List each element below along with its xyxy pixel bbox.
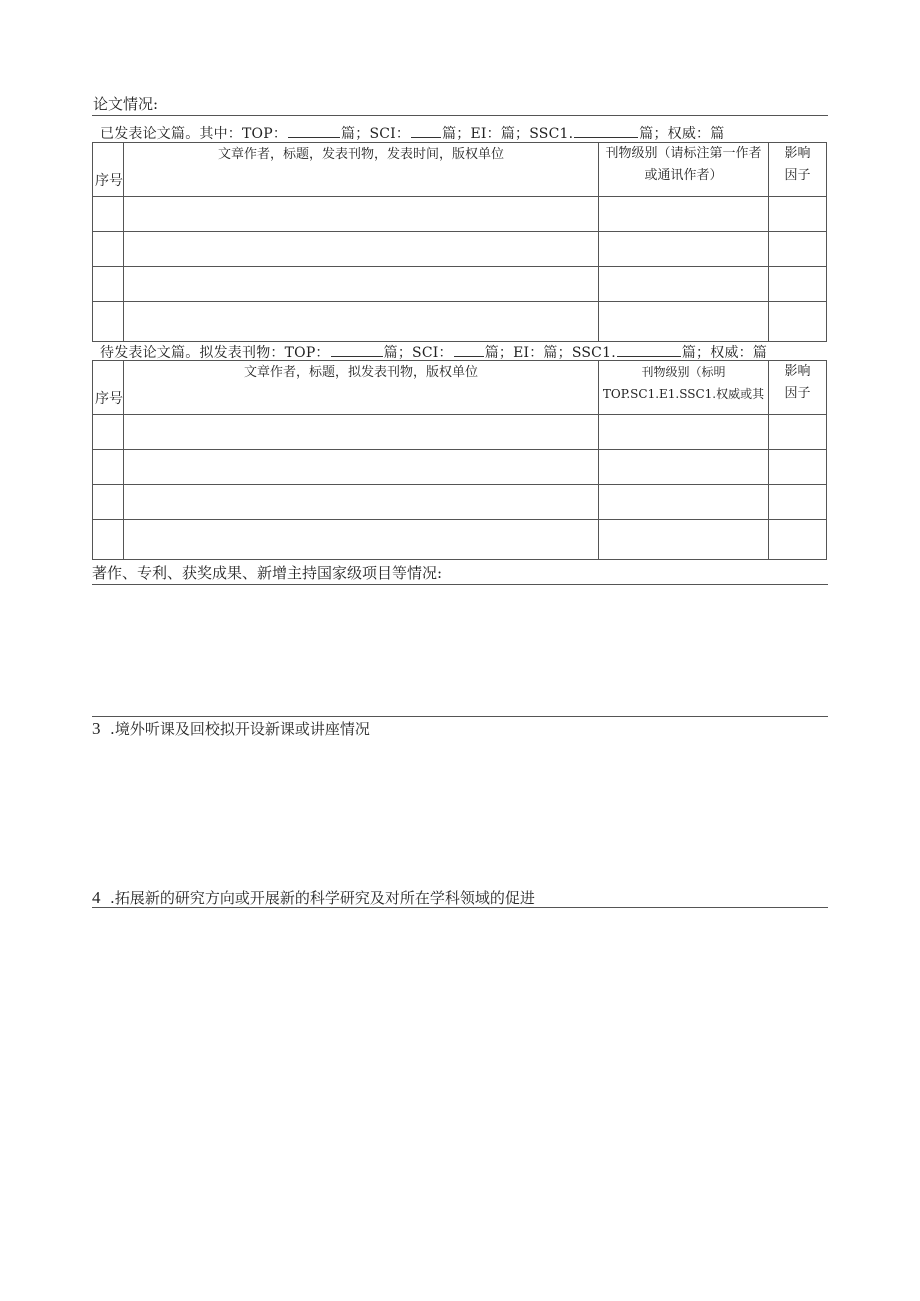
header-impact-factor: 影响 因子 — [769, 143, 827, 197]
seq-cell[interactable] — [93, 450, 124, 485]
pending-summary-part3: 篇；EI：篇；SSC1. — [484, 345, 616, 361]
pending-summary-part2: 篇；SCI： — [383, 345, 453, 361]
seq-cell[interactable] — [93, 302, 124, 342]
seq-cell[interactable] — [93, 232, 124, 267]
divider — [92, 584, 828, 585]
level-cell[interactable] — [599, 450, 769, 485]
level-cell[interactable] — [599, 232, 769, 267]
top-count-blank[interactable] — [288, 125, 340, 138]
level-cell[interactable] — [599, 485, 769, 520]
table-row — [93, 197, 827, 232]
detail-cell[interactable] — [124, 232, 599, 267]
level-cell[interactable] — [599, 415, 769, 450]
pending-summary-part4: 篇；权威：篇 — [681, 345, 768, 361]
impact-factor-cell[interactable] — [769, 485, 827, 520]
divider — [92, 716, 828, 717]
section4-heading — [92, 889, 535, 906]
published-summary — [100, 125, 724, 141]
detail-cell[interactable] — [124, 197, 599, 232]
pending-papers-table — [92, 360, 827, 560]
table-row — [93, 450, 827, 485]
header-impact-factor: 影响 因子 — [769, 361, 827, 415]
table-row — [93, 485, 827, 520]
level-cell[interactable] — [599, 520, 769, 560]
table-row — [93, 267, 827, 302]
impact-factor-cell[interactable] — [769, 232, 827, 267]
published-summary-part1: 已发表论文篇。其中：TOP： — [100, 126, 288, 142]
seq-cell[interactable] — [93, 520, 124, 560]
section4-content-area[interactable] — [92, 910, 828, 1270]
sci-count-blank[interactable] — [454, 344, 484, 357]
section4-number: 4 — [92, 888, 101, 907]
section3-heading — [92, 720, 370, 737]
sci-count-blank[interactable] — [411, 125, 441, 138]
other-achievements-title: 著作、专利、获奖成果、新增主持国家级项目等情况: — [92, 564, 443, 582]
section3-title: .境外听课及回校拟开设新课或讲座情况 — [110, 720, 370, 738]
level-cell[interactable] — [599, 302, 769, 342]
seq-cell[interactable] — [93, 197, 124, 232]
table-row — [93, 302, 827, 342]
level-cell[interactable] — [599, 197, 769, 232]
header-journal-level: 刊物级别（请标注第一作者 或通讯作者） — [599, 143, 769, 197]
other-achievements-content-area[interactable] — [92, 586, 828, 714]
section3-content-area[interactable] — [92, 742, 828, 882]
header-seq: 序号 — [93, 143, 124, 197]
published-summary-part3: 篇；EI：篇；SSC1. — [442, 126, 574, 142]
paper-section-title: 论文情况: — [93, 95, 159, 113]
impact-factor-cell[interactable] — [769, 450, 827, 485]
published-summary-part2: 篇；SCI： — [341, 126, 411, 142]
header-seq: 序号 — [93, 361, 124, 415]
impact-factor-cell[interactable] — [769, 302, 827, 342]
table-header-row — [93, 361, 827, 415]
impact-factor-cell[interactable] — [769, 197, 827, 232]
impact-factor-cell[interactable] — [769, 267, 827, 302]
section3-number: 3 — [92, 719, 101, 738]
level-cell[interactable] — [599, 267, 769, 302]
header-journal-level: 刊物级别（标明 TOP.SC1.E1.SSC1.权威或其 — [599, 361, 769, 415]
table-header-row — [93, 143, 827, 197]
detail-cell[interactable] — [124, 485, 599, 520]
table-row — [93, 232, 827, 267]
divider — [92, 907, 828, 908]
pending-summary — [100, 344, 767, 360]
table-row — [93, 415, 827, 450]
impact-factor-cell[interactable] — [769, 520, 827, 560]
detail-cell[interactable] — [124, 450, 599, 485]
header-detail: 文章作者，标题，拟发表刊物，版权单位 — [124, 361, 599, 415]
section4-title: .拓展新的研究方向或开展新的科学研究及对所在学科领域的促进 — [110, 889, 535, 907]
impact-factor-cell[interactable] — [769, 415, 827, 450]
published-papers-table — [92, 142, 827, 342]
ssci-count-blank[interactable] — [617, 344, 681, 357]
seq-cell[interactable] — [93, 485, 124, 520]
divider — [92, 115, 828, 116]
ssci-count-blank[interactable] — [574, 125, 638, 138]
detail-cell[interactable] — [124, 415, 599, 450]
table-row — [93, 520, 827, 560]
header-detail: 文章作者，标题，发表刊物，发表时间，版权单位 — [124, 143, 599, 197]
seq-cell[interactable] — [93, 415, 124, 450]
pending-summary-part1: 待发表论文篇。拟发表刊物：TOP： — [100, 345, 330, 361]
seq-cell[interactable] — [93, 267, 124, 302]
top-count-blank[interactable] — [331, 344, 383, 357]
detail-cell[interactable] — [124, 302, 599, 342]
detail-cell[interactable] — [124, 520, 599, 560]
published-summary-part4: 篇；权威：篇 — [639, 126, 725, 142]
detail-cell[interactable] — [124, 267, 599, 302]
